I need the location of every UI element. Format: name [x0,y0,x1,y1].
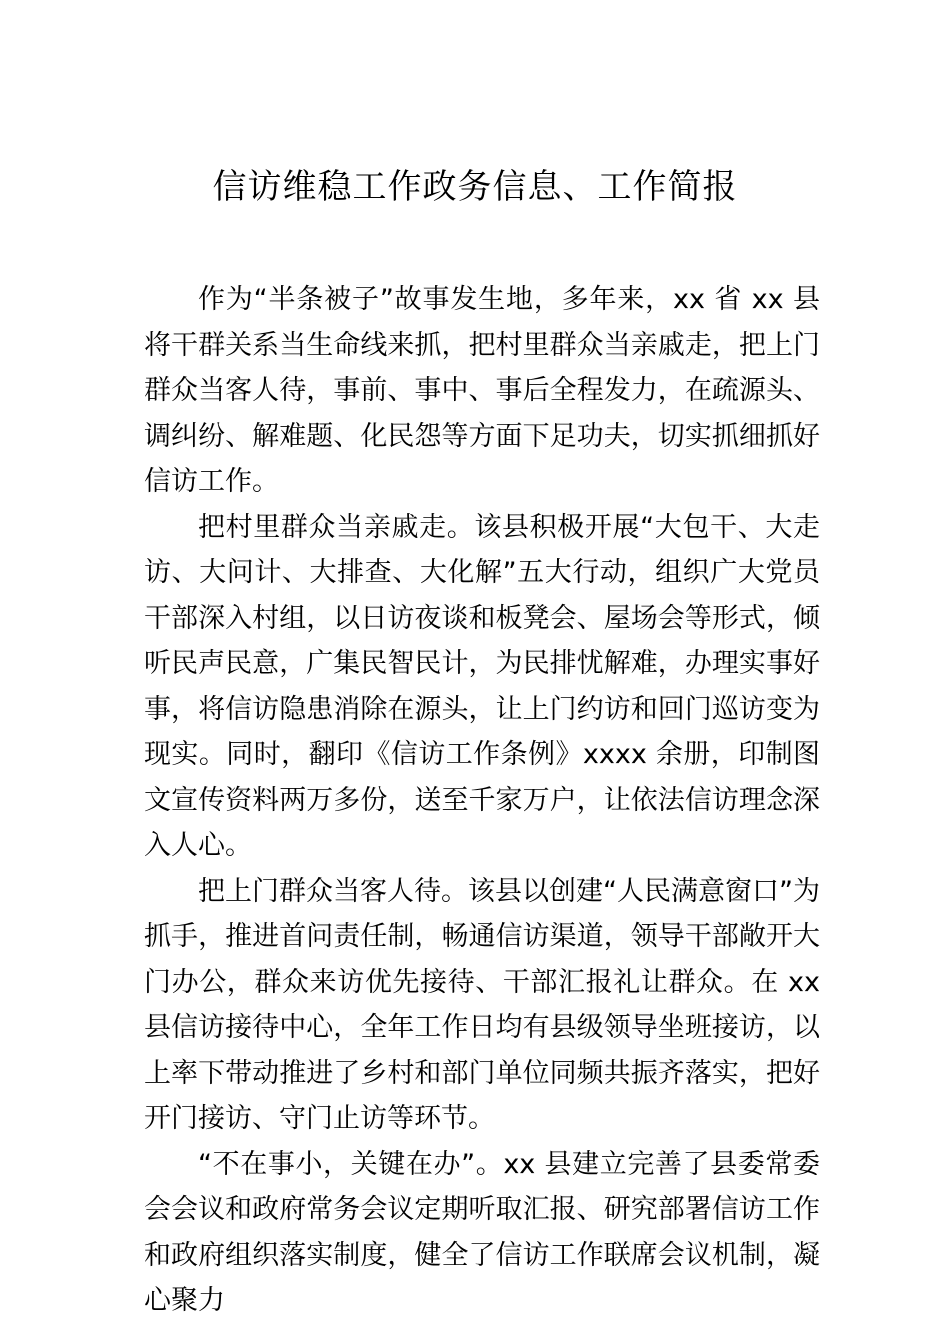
paragraph-village-visits: 把村里群众当亲戚走。该县积极开展“大包干、大走访、大问计、大排查、大化解”五大行动，组织广大党员干部深入村组，以日访夜谈和板凳会、屋场会等形式，倾听民声民意，广集民智民计，为民排忧解难，办理实事好事，将信访隐患消除在源头，让上门约访和回门巡访变为现实。同时，翻印《信访工作条例》xxxx 余册，印制图文宣传资料两万多份，送至千家万户，让依法信访理念深入人心。 [144,511,820,861]
paragraph-intro: 作为“半条被子”故事发生地，多年来，xx 省 xx 县将干群关系当生命线来抓，把村里群众当亲戚走，把上门群众当客人待，事前、事中、事后全程发力，在疏源头、调纠纷、解难题、化民怨等方面下足功夫，切实抓细抓好信访工作。 [144,284,820,497]
document-title: 信访维稳工作政务信息、工作简报 [212,167,738,207]
paragraph-handling-matters: “不在事小，关键在办”。xx 县建立完善了县委常委会会议和政府常务会议定期听取汇报、研究部署信访工作和政府组织落实制度，健全了信访工作联席会议机制，凝心聚力 [144,1148,820,1316]
paragraph-visitor-reception: 把上门群众当客人待。该县以创建“人民满意窗口”为抓手，推进首问责任制，畅通信访渠道，领导干部敞开大门办公，群众来访优先接待、干部汇报礼让群众。在 xx 县信访接待中心，全年工作日均有县级领导坐班接访，以上率下带动推进了乡村和部门单位同频共振齐落实，把好开门接访、守门止访等环节。 [144,875,820,1134]
document-body [144,277,820,1324]
